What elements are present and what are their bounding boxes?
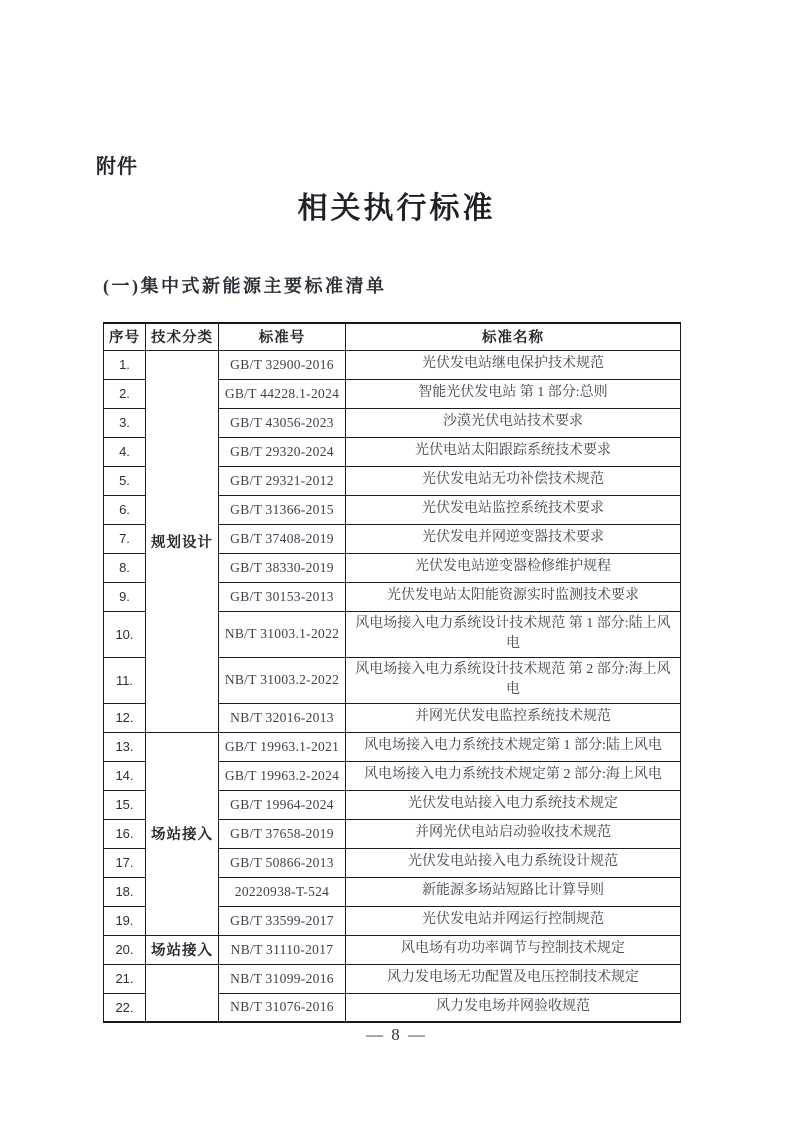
- standard-number-cell: NB/T 31110-2017: [219, 935, 346, 964]
- column-header-category: 技术分类: [146, 323, 219, 350]
- standard-name-cell: 风电场接入电力系统设计技术规范 第 2 部分:海上风电: [346, 657, 681, 703]
- standard-number-cell: NB/T 31076-2016: [219, 993, 346, 1022]
- standard-name-cell: 风电场接入电力系统技术规定第 1 部分:陆上风电: [346, 732, 681, 761]
- row-number-cell: 18.: [104, 877, 146, 906]
- category-cell: 规划设计: [146, 350, 219, 732]
- column-header-standard-name: 标准名称: [346, 323, 681, 350]
- category-cell: 场站接入: [146, 935, 219, 964]
- standard-number-cell: GB/T 19963.2-2024: [219, 761, 346, 790]
- standard-number-cell: GB/T 43056-2023: [219, 408, 346, 437]
- standard-name-cell: 光伏发电站接入电力系统设计规范: [346, 848, 681, 877]
- standard-number-cell: GB/T 19963.1-2021: [219, 732, 346, 761]
- standard-name-cell: 光伏发电站太阳能资源实时监测技术要求: [346, 582, 681, 611]
- row-number-cell: 16.: [104, 819, 146, 848]
- row-number-cell: 7.: [104, 524, 146, 553]
- standard-name-cell: 光伏电站太阳跟踪系统技术要求: [346, 437, 681, 466]
- row-number-cell: 21.: [104, 964, 146, 993]
- row-number-cell: 8.: [104, 553, 146, 582]
- column-header-standard-no: 标准号: [219, 323, 346, 350]
- standard-name-cell: 光伏发电站并网运行控制规范: [346, 906, 681, 935]
- row-number-cell: 15.: [104, 790, 146, 819]
- row-number-cell: 9.: [104, 582, 146, 611]
- standard-name-cell: 并网光伏发电监控系统技术规范: [346, 703, 681, 732]
- section-heading: (一)集中式新能源主要标准清单: [103, 276, 387, 296]
- row-number-cell: 5.: [104, 466, 146, 495]
- row-number-cell: 22.: [104, 993, 146, 1022]
- table-row: [104, 732, 681, 761]
- standard-number-cell: GB/T 38330-2019: [219, 553, 346, 582]
- standard-number-cell: NB/T 31003.2-2022: [219, 657, 346, 703]
- row-number-cell: 19.: [104, 906, 146, 935]
- standard-name-cell: 风力发电场并网验收规范: [346, 993, 681, 1022]
- standards-table: [103, 322, 681, 1023]
- standard-name-cell: 沙漠光伏电站技术要求: [346, 408, 681, 437]
- standard-number-cell: GB/T 37408-2019: [219, 524, 346, 553]
- standard-number-cell: GB/T 29320-2024: [219, 437, 346, 466]
- attachment-label: 附件: [96, 156, 138, 178]
- standards-table-body: [104, 350, 681, 1022]
- standard-name-cell: 光伏发电站监控系统技术要求: [346, 495, 681, 524]
- standard-name-cell: 风电场接入电力系统技术规定第 2 部分:海上风电: [346, 761, 681, 790]
- row-number-cell: 1.: [104, 350, 146, 379]
- row-number-cell: 17.: [104, 848, 146, 877]
- category-cell: 场站接入: [146, 732, 219, 935]
- standard-name-cell: 风力发电场无功配置及电压控制技术规定: [346, 964, 681, 993]
- standard-number-cell: GB/T 30153-2013: [219, 582, 346, 611]
- standard-number-cell: GB/T 32900-2016: [219, 350, 346, 379]
- standard-number-cell: 20220938-T-524: [219, 877, 346, 906]
- standard-name-cell: 新能源多场站短路比计算导则: [346, 877, 681, 906]
- document-title: 相关执行标准: [297, 192, 496, 225]
- standard-number-cell: NB/T 31003.1-2022: [219, 611, 346, 657]
- row-number-cell: 12.: [104, 703, 146, 732]
- row-number-cell: 6.: [104, 495, 146, 524]
- table-header-row: [104, 323, 681, 350]
- column-header-number: 序号: [104, 323, 146, 350]
- standard-name-cell: 光伏发电并网逆变器技术要求: [346, 524, 681, 553]
- standard-number-cell: GB/T 44228.1-2024: [219, 379, 346, 408]
- page-number: — 8 —: [366, 1025, 427, 1044]
- standard-number-cell: NB/T 32016-2013: [219, 703, 346, 732]
- row-number-cell: 11.: [104, 657, 146, 703]
- standard-number-cell: GB/T 37658-2019: [219, 819, 346, 848]
- row-number-cell: 20.: [104, 935, 146, 964]
- row-number-cell: 13.: [104, 732, 146, 761]
- standard-name-cell: 光伏发电站逆变器检修维护规程: [346, 553, 681, 582]
- standard-number-cell: GB/T 50866-2013: [219, 848, 346, 877]
- standard-name-cell: 智能光伏发电站 第 1 部分:总则: [346, 379, 681, 408]
- standard-name-cell: 光伏发电站继电保护技术规范: [346, 350, 681, 379]
- standard-number-cell: GB/T 33599-2017: [219, 906, 346, 935]
- row-number-cell: 4.: [104, 437, 146, 466]
- table-row: [104, 964, 681, 993]
- standard-number-cell: GB/T 19964-2024: [219, 790, 346, 819]
- category-cell: [146, 964, 219, 1022]
- standard-name-cell: 光伏发电站无功补偿技术规范: [346, 466, 681, 495]
- standard-number-cell: GB/T 29321-2012: [219, 466, 346, 495]
- standard-name-cell: 风电场有功功率调节与控制技术规定: [346, 935, 681, 964]
- row-number-cell: 14.: [104, 761, 146, 790]
- row-number-cell: 3.: [104, 408, 146, 437]
- table-row: [104, 935, 681, 964]
- table-row: [104, 350, 681, 379]
- standard-name-cell: 并网光伏电站启动验收技术规范: [346, 819, 681, 848]
- standard-number-cell: NB/T 31099-2016: [219, 964, 346, 993]
- row-number-cell: 2.: [104, 379, 146, 408]
- standard-name-cell: 光伏发电站接入电力系统技术规定: [346, 790, 681, 819]
- standard-name-cell: 风电场接入电力系统设计技术规范 第 1 部分:陆上风电: [346, 611, 681, 657]
- standard-number-cell: GB/T 31366-2015: [219, 495, 346, 524]
- row-number-cell: 10.: [104, 611, 146, 657]
